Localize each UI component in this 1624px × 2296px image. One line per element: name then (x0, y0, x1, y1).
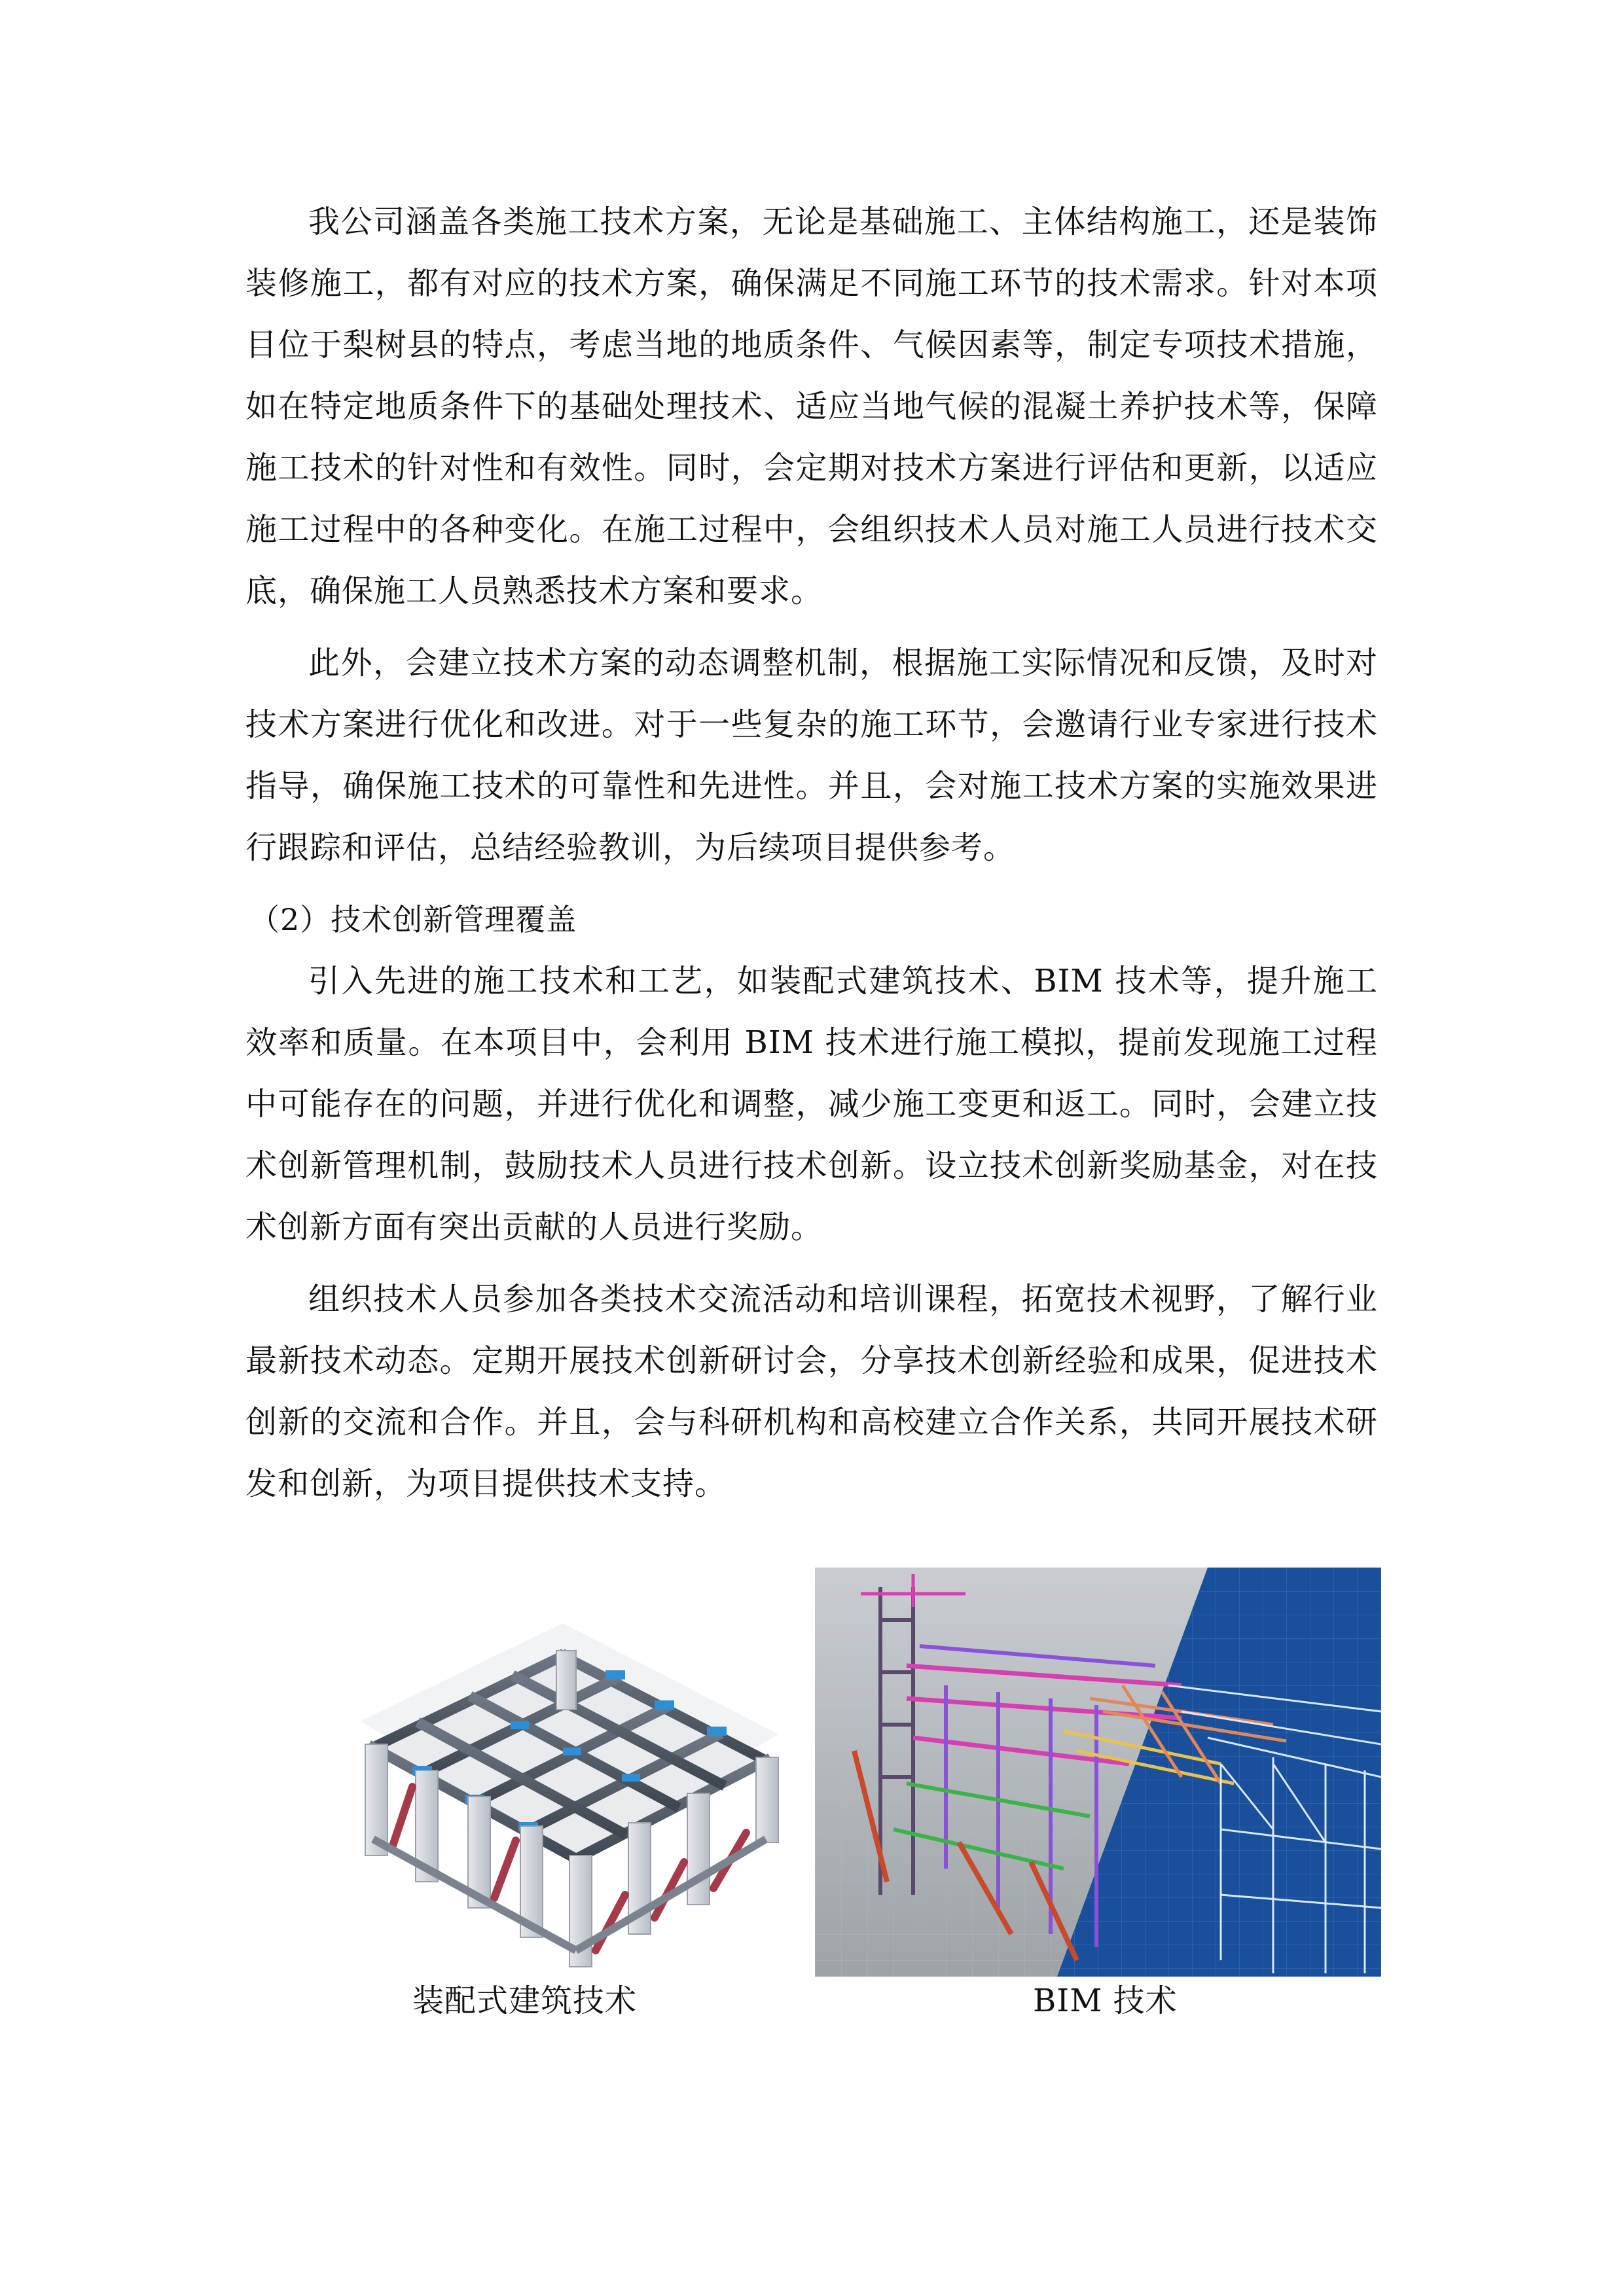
section-heading: （2）技术创新管理覆盖 (249, 902, 577, 937)
body-text (245, 191, 1378, 1525)
paragraph-1: 我公司涵盖各类施工技术方案，无论是基础施工、主体结构施工，还是装饰装修施工，都有对应的技术方案，确保满足不同施工环节的技术需求。针对本项目位于梨树县的特点，考虑当地的地质条件、气候因素等，制定专项技术措施，如在特定地质条件下的基础处理技术、适应当地气候的混凝土养护技术等，保障施工技术的针对性和有效性。同时，会定期对技术方案进行评估和更新，以适应施工过程中的各种变化。在施工过程中，会组织技术人员对施工人员进行技术交底，确保施工人员熟悉技术方案和要求。 (245, 204, 1378, 609)
prefab-building-image (347, 1597, 792, 1990)
prefab-frame-illustration (347, 1597, 792, 1990)
figure-caption-prefab: 装配式建筑技术 (412, 1982, 638, 2019)
figure-caption-bim: BIM 技术 (1033, 1982, 1178, 2019)
bim-model-illustration (815, 1568, 1381, 1977)
paragraph-2: 此外，会建立技术方案的动态调整机制，根据施工实际情况和反馈，及时对技术方案进行优化和改进。对于一些复杂的施工环节，会邀请行业专家进行技术指导，确保施工技术的可靠性和先进性。并且，会对施工技术方案的实施效果进行跟踪和评估，总结经验教训，为后续项目提供参考。 (245, 645, 1378, 866)
bim-technology-image (815, 1568, 1381, 1977)
paragraph-3: 引入先进的施工技术和工艺，如装配式建筑技术、BIM 技术等，提升施工效率和质量。在本项目中，会利用 BIM 技术进行施工模拟，提前发现施工过程中可能存在的问题，并进行优化和调整，减少施工变更和返工。同时，会建立技术创新管理机制，鼓励技术人员进行技术创新。设立技术创新奖励基金，对在技术创新方面有突出贡献的人员进行奖励。 (245, 963, 1378, 1246)
paragraph-4: 组织技术人员参加各类技术交流活动和培训课程，拓宽技术视野，了解行业最新技术动态。定期开展技术创新研讨会，分享技术创新经验和成果，促进技术创新的交流和合作。并且，会与科研机构和高校建立合作关系，共同开展技术研发和创新，为项目提供技术支持。 (245, 1281, 1378, 1502)
